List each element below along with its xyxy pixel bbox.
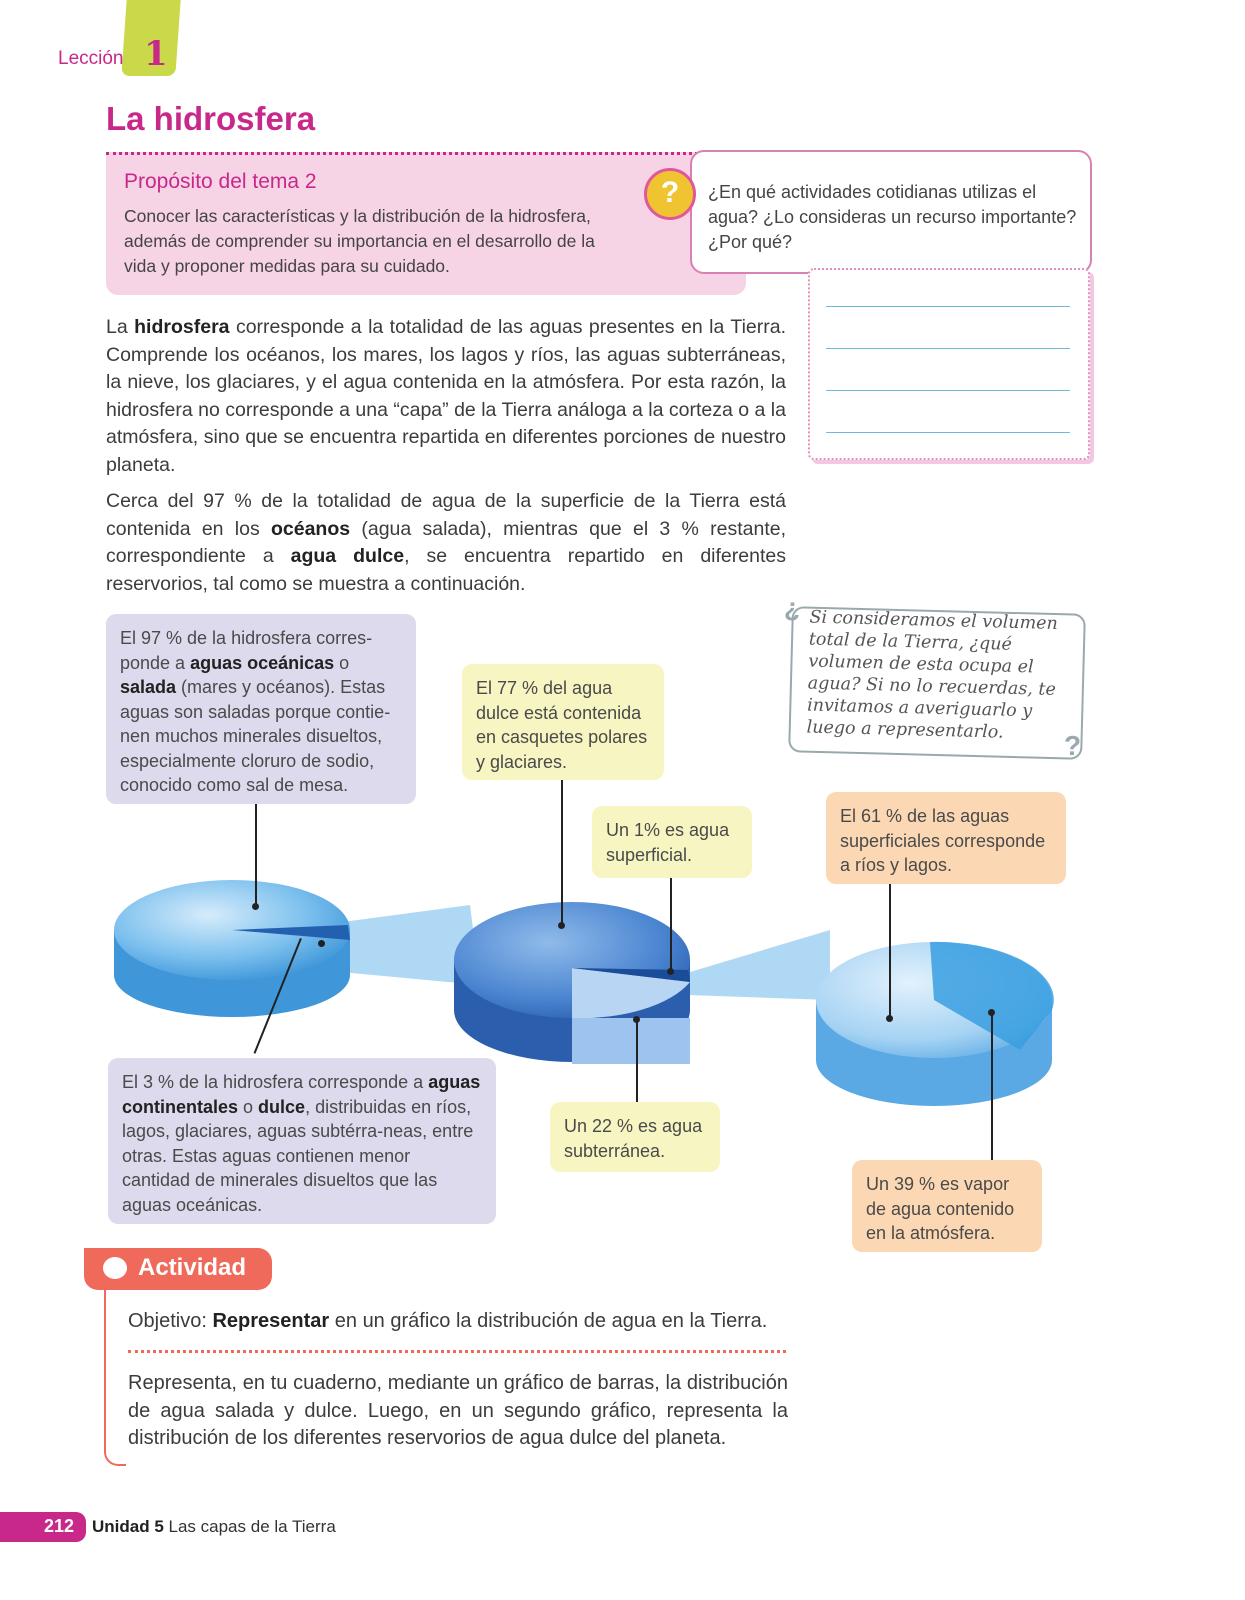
question-text: ¿En qué actividades cotidianas utilizas el agua? ¿Lo consideras un recurso importante? ¿Por qué? bbox=[708, 182, 1077, 252]
page-number: 212 bbox=[44, 1516, 75, 1536]
leader-line bbox=[561, 780, 563, 926]
paragraph-hidrosfera: La hidrosfera corresponde a la totalidad de las aguas presentes en la Tierra. Comprende los océanos, los mares, los lagos y ríos, las aguas subterráneas, la nieve, los glaciares, y el agua contenida en la atmósfera. Por esta razón, la hidrosfera no corresponde a una “capa” de la Tierra análoga a la corteza o a la atmósfera, sino que se encuentra repartida en diferentes porciones de nuestro planeta. bbox=[106, 316, 787, 476]
lesson-label: Lección bbox=[58, 48, 124, 69]
leader-dot bbox=[633, 1016, 640, 1023]
callout-subterranea: Un 22 % es agua subterránea. bbox=[550, 1102, 720, 1172]
callout-superficial: Un 1% es agua superficial. bbox=[592, 806, 752, 878]
page-title: La hidrosfera bbox=[106, 100, 316, 137]
activity-label: Actividad bbox=[138, 1254, 247, 1281]
callout-aguas-continentales: El 3 % de la hidrosfera corresponde a aguas continentales o dulce, distribuidas en ríos, lagos, glaciares, aguas subtérra-neas, entre otras. Estas aguas contienen menor cantidad de minerales disueltos que las aguas oceánicas. bbox=[108, 1058, 496, 1224]
activity-objective: Objetivo: Representar en un gráfico la distribución de agua en la Tierra. bbox=[128, 1310, 768, 1332]
leader-line bbox=[889, 884, 891, 1018]
challenge-note-text: Si consideramos el volumen total de la Tierra, ¿qué volumen de esta ocupa el agua? Si no lo recuerdas, te invitamos a averiguarlo y luego a representarlo. bbox=[806, 607, 1059, 743]
pie-ocean-continental bbox=[114, 880, 350, 1017]
leader-dot bbox=[558, 922, 565, 929]
answer-line[interactable] bbox=[826, 306, 1070, 307]
leader-dot bbox=[252, 903, 259, 910]
activity-divider bbox=[128, 1350, 786, 1353]
paragraph-distribucion: Cerca del 97 % de la totalidad de agua de la superficie de la Tierra está contenida en los océanos (agua salada), mientras que el 3 % restante, correspondiente a agua dulce, se encuentra repartido en diferentes reservorios, tal como se muestra a continuación. bbox=[106, 490, 786, 595]
leader-line bbox=[670, 878, 672, 972]
answer-line[interactable] bbox=[826, 348, 1070, 349]
question-icon: ? bbox=[644, 168, 696, 220]
answer-line[interactable] bbox=[826, 432, 1070, 433]
footer-unit: Unidad 5 Las capas de la Tierra bbox=[92, 1517, 336, 1536]
leader-dot bbox=[988, 1009, 995, 1016]
lesson-number: 1 bbox=[144, 34, 168, 74]
callout-vapor: Un 39 % es vapor de agua contenido en la atmósfera. bbox=[852, 1160, 1042, 1252]
activity-text: Representa, en tu cuaderno, mediante un gráfico de barras, la distribución de agua salada y dulce. Luego, en un segundo gráfico, representa la distribución de los diferentes reservorios de agua dulce del planeta. bbox=[128, 1372, 788, 1449]
callout-rios-lagos: El 61 % de las aguas superficiales corresponde a ríos y lagos. bbox=[826, 792, 1066, 884]
leader-dot bbox=[886, 1015, 893, 1022]
speech-bubble-icon bbox=[103, 1257, 127, 1279]
callout-aguas-oceanicas: El 97 % de la hidrosfera corres-ponde a aguas oceánicas o salada (mares y océanos). Estas aguas son saladas porque contie-nen muchos minerales disueltos, especialmente cloruro de sodio, conocido como sal de mesa. bbox=[106, 614, 416, 804]
leader-line bbox=[991, 1014, 993, 1160]
leader-line bbox=[255, 804, 257, 906]
connector-wedge bbox=[680, 930, 830, 1000]
purpose-title: Propósito del tema 2 bbox=[124, 170, 317, 193]
answer-line[interactable] bbox=[826, 390, 1070, 391]
leader-dot bbox=[318, 940, 325, 947]
pie-surface-water bbox=[816, 942, 1054, 1106]
leader-line bbox=[636, 1022, 638, 1102]
question-open-mark: ¿ bbox=[784, 592, 800, 622]
activity-frame bbox=[104, 1290, 126, 1466]
question-close-mark: ? bbox=[1064, 730, 1082, 761]
leader-dot bbox=[667, 968, 674, 975]
purpose-text: Conocer las características y la distribución de la hidrosfera, además de comprender su importancia en el desarrollo de la vida y proponer medidas para su cuidado. bbox=[124, 206, 595, 276]
pie-fresh-water bbox=[454, 902, 690, 1064]
callout-glaciares: El 77 % del agua dulce está contenida en casquetes polares y glaciares. bbox=[462, 664, 664, 780]
